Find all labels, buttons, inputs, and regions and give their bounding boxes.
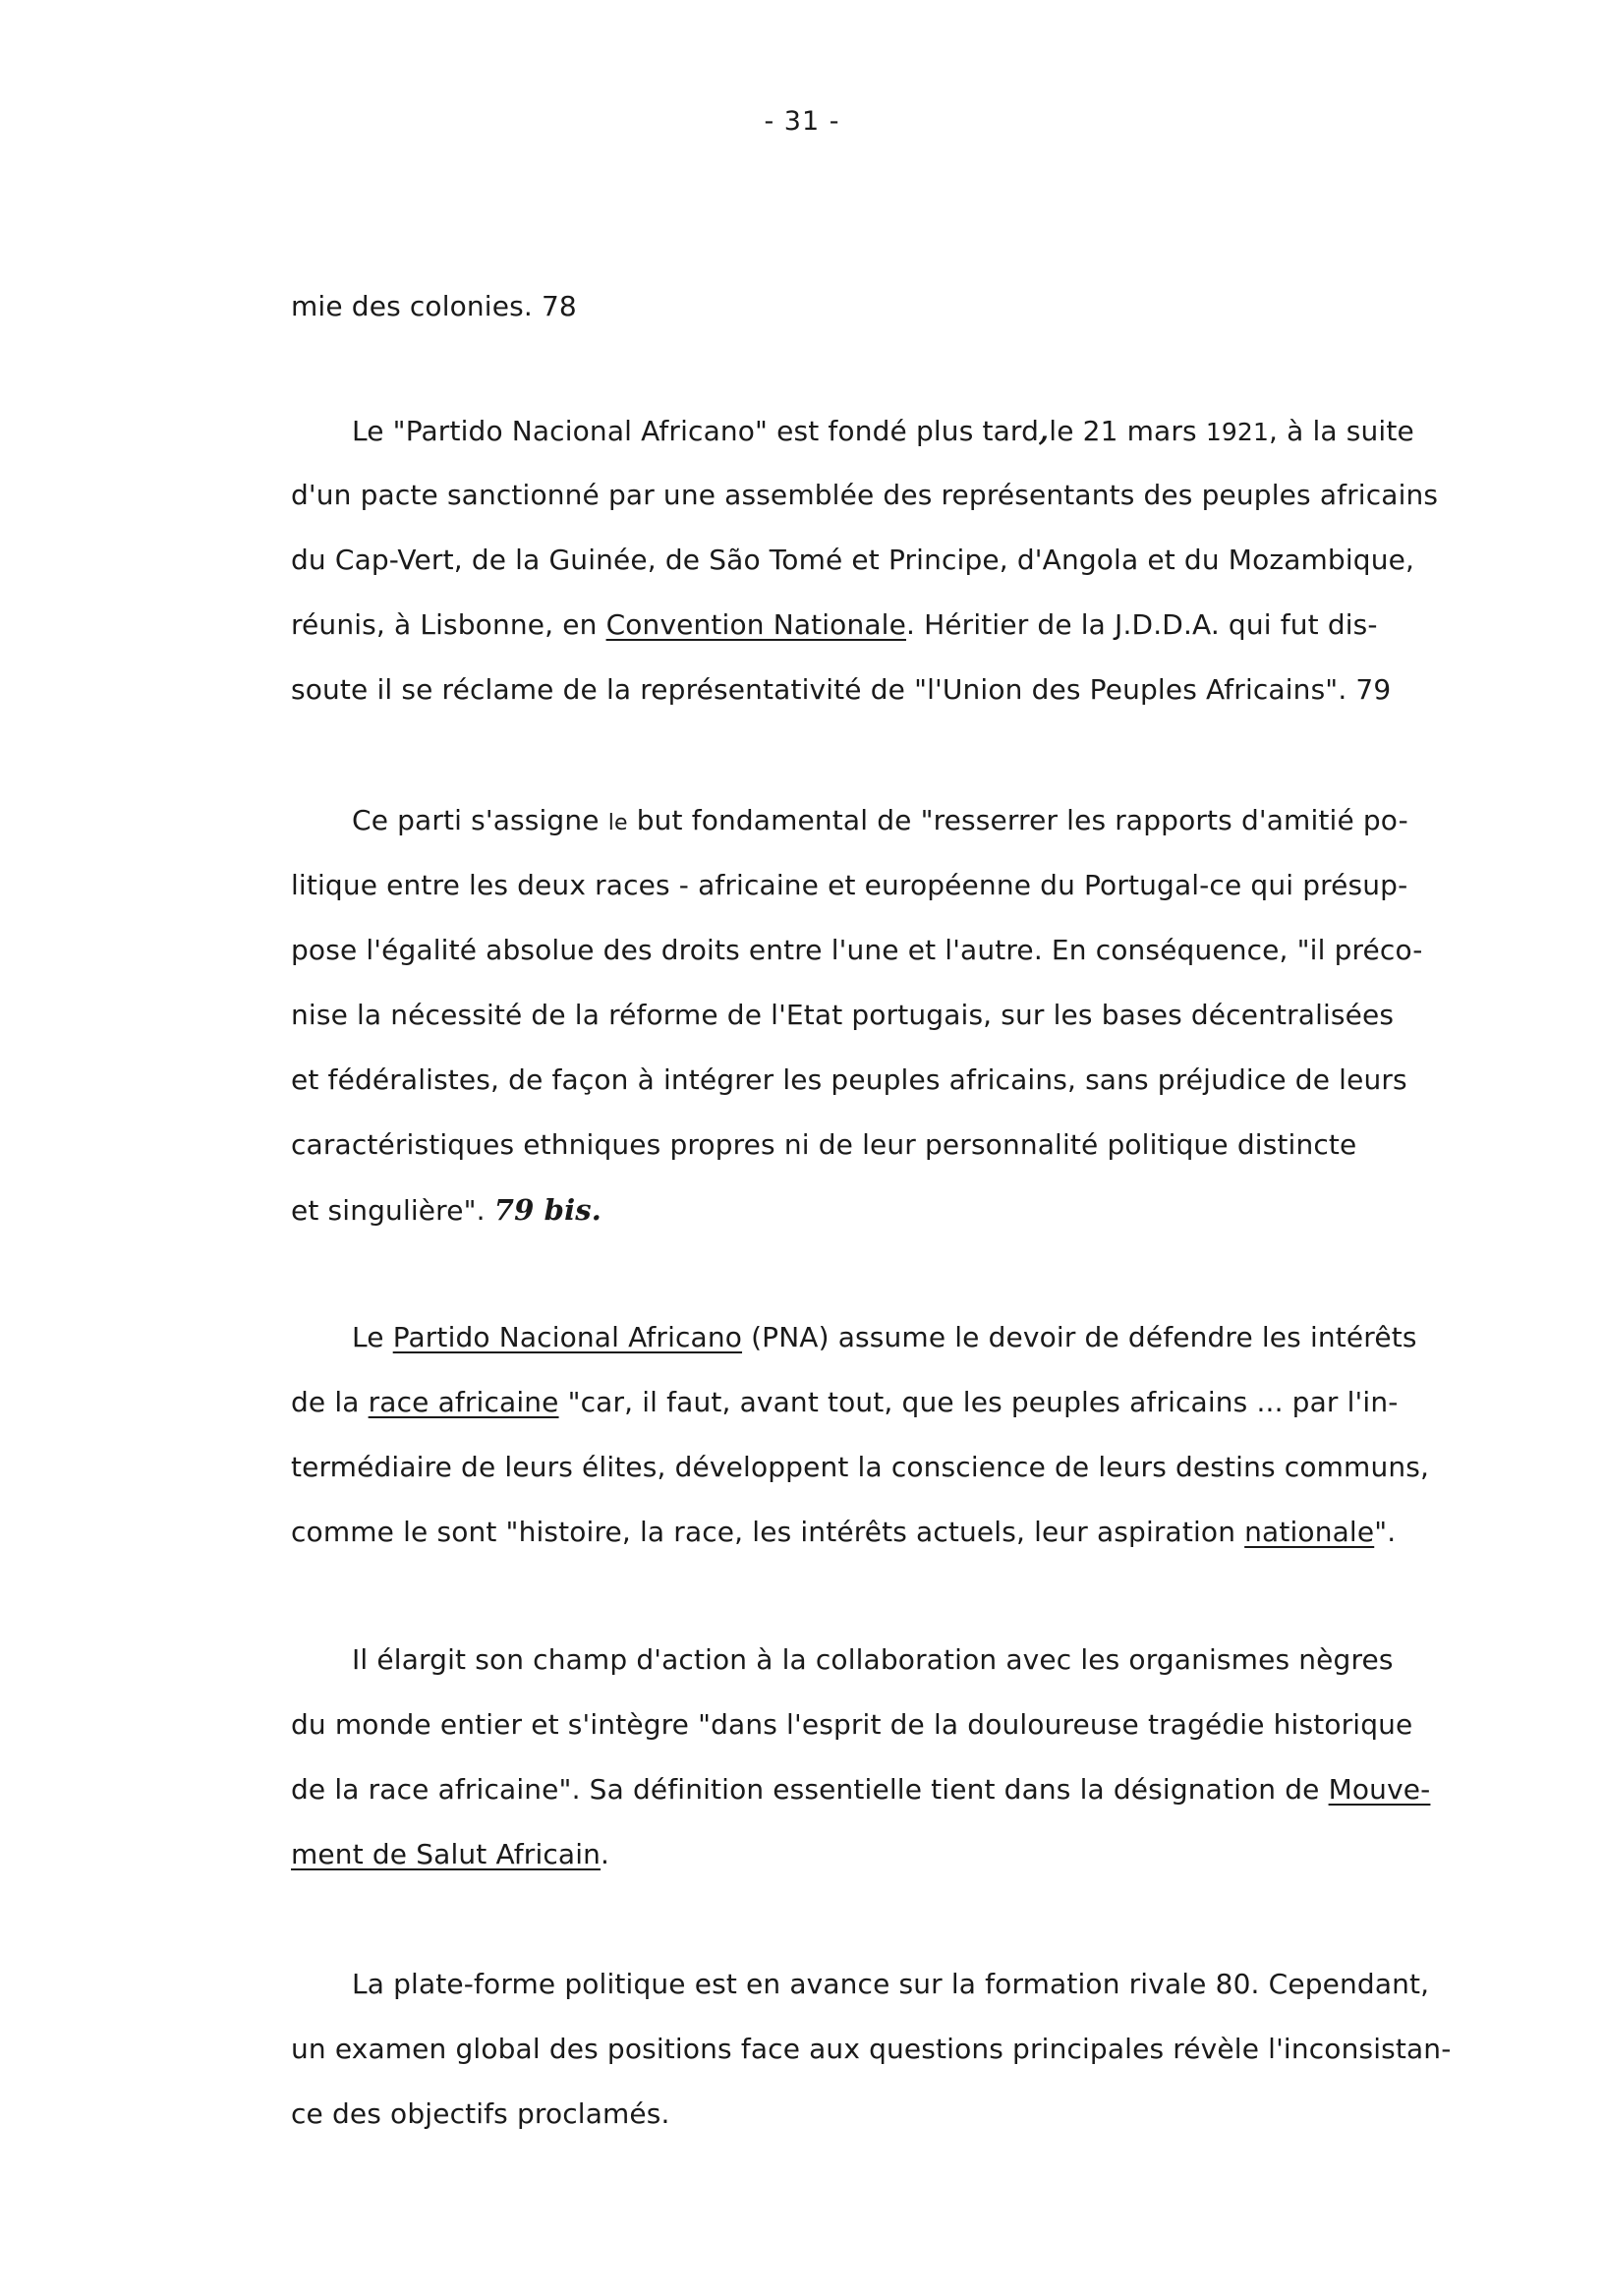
paragraph-2-line-3: pose l'égalité absolue des droits entre l'une et l'autre. En conséquence, "il préco- bbox=[291, 934, 1423, 966]
page-number: - 31 - bbox=[764, 106, 840, 137]
paragraph-4-line-4 bbox=[291, 1838, 609, 1871]
text-segment: et singulière". bbox=[291, 1194, 494, 1227]
text-segment: Le bbox=[352, 1321, 393, 1353]
text-segment: de la race africaine". Sa définition essentielle tient dans la désignation de bbox=[291, 1773, 1329, 1806]
text-segment: comme le sont "histoire, la race, les intérêts actuels, leur aspiration bbox=[291, 1516, 1245, 1548]
underlined-term: ment de Salut Africain bbox=[291, 1838, 602, 1870]
paragraph-2-line-2: litique entre les deux races - africaine et européenne du Portugal-ce qui présup- bbox=[291, 869, 1408, 901]
paragraph-4-line-3 bbox=[291, 1773, 1430, 1807]
paragraph-5-line-3: ce des objectifs proclamés. bbox=[291, 2097, 670, 2130]
paragraph-1-line-3: du Cap-Vert, de la Guinée, de São Tomé et Principe, d'Angola et du Mozambique, bbox=[291, 544, 1415, 576]
inserted-word: le bbox=[607, 811, 628, 835]
paragraph-0-line-1: mie des colonies. 78 bbox=[291, 290, 577, 322]
paragraph-2-line-1 bbox=[352, 804, 1408, 840]
underlined-term: Convention Nationale bbox=[605, 608, 906, 641]
handwritten-comma: , bbox=[1039, 414, 1050, 447]
text-segment: ". bbox=[1374, 1516, 1397, 1548]
text-segment: "car, il faut, avant tout, que les peuples africains ... par l'in- bbox=[558, 1386, 1399, 1418]
underlined-term: Partido Nacional Africano bbox=[392, 1321, 743, 1353]
text-segment: . Héritier de la J.D.D.A. qui fut dis- bbox=[905, 608, 1378, 641]
paragraph-2-line-6: caractéristiques ethniques propres ni de leur personnalité politique distincte bbox=[291, 1128, 1357, 1161]
paragraph-1-line-1 bbox=[352, 414, 1414, 449]
underlined-term: nationale bbox=[1244, 1516, 1375, 1548]
underlined-term: Mouve- bbox=[1328, 1773, 1431, 1806]
text-segment: Le "Partido Nacional Africano" est fondé plus tard bbox=[352, 415, 1040, 447]
paragraph-3-line-1 bbox=[352, 1321, 1417, 1354]
paragraph-2-line-4: nise la nécessité de la réforme de l'Etat portugais, sur les bases décentralisées bbox=[291, 999, 1395, 1031]
paragraph-4-line-1: Il élargit son champ d'action à la collaboration avec les organismes nègres bbox=[352, 1643, 1394, 1676]
underlined-term: race africaine bbox=[368, 1386, 559, 1418]
text-segment: but fondamental de "resserrer les rapports d'amitié po- bbox=[627, 804, 1408, 836]
paragraph-5-line-1: La plate-forme politique est en avance sur la formation rivale 80. Cependant, bbox=[352, 1968, 1430, 2000]
text-segment: réunis, à Lisbonne, en bbox=[291, 608, 606, 641]
handwritten-year: 1921 bbox=[1205, 418, 1270, 446]
paragraph-1-line-2: d'un pacte sanctionné par une assemblée des représentants des peuples africains bbox=[291, 479, 1439, 511]
paragraph-3-line-3: termédiaire de leurs élites, développent la conscience de leurs destins communs, bbox=[291, 1451, 1430, 1483]
paragraph-3-line-2 bbox=[291, 1386, 1398, 1419]
paragraph-2-line-7 bbox=[291, 1193, 602, 1228]
paragraph-2-line-5: et fédéralistes, de façon à intégrer les peuples africains, sans préjudice de leurs bbox=[291, 1063, 1407, 1096]
paragraph-4-line-2: du monde entier et s'intègre "dans l'esprit de la douloureuse tragédie historique bbox=[291, 1708, 1413, 1741]
paragraph-1-line-4 bbox=[291, 608, 1378, 642]
paragraph-3-line-4 bbox=[291, 1516, 1396, 1549]
text-segment: (PNA) assume le devoir de défendre les intérêts bbox=[742, 1321, 1417, 1353]
paragraph-5-line-2: un examen global des positions face aux questions principales révèle l'inconsistan- bbox=[291, 2033, 1452, 2065]
text-segment: de la bbox=[291, 1386, 369, 1418]
text-segment: , à la suite bbox=[1269, 415, 1414, 447]
handwritten-footnote: 79 bis. bbox=[493, 1193, 602, 1227]
text-segment: Ce parti s'assigne bbox=[352, 804, 608, 836]
paragraph-1-line-5: soute il se réclame de la représentativité de "l'Union des Peuples Africains". 79 bbox=[291, 673, 1392, 706]
text-segment: . bbox=[601, 1838, 610, 1870]
text-segment: le 21 mars bbox=[1049, 415, 1206, 447]
